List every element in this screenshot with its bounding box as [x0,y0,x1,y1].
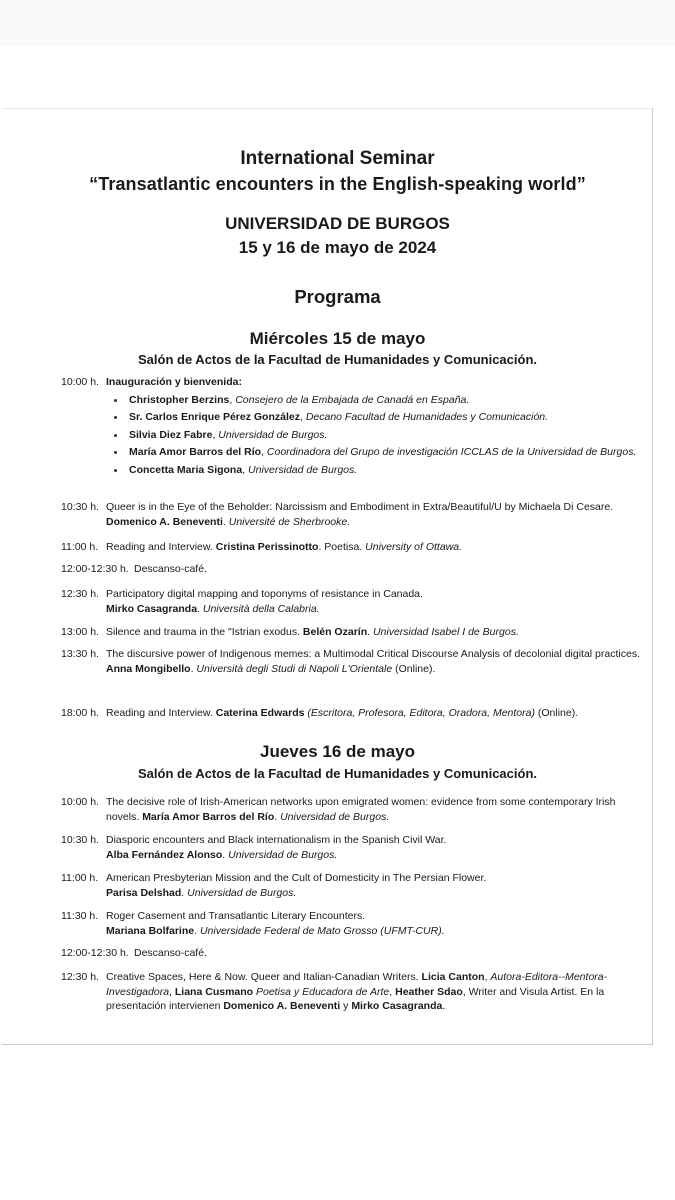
day1-venue: Salón de Actos de la Facultad de Humanidades y Comunicación. [138,352,537,367]
day1-title: Miércoles 15 de mayo [249,329,426,348]
screenshot-top-margin [0,0,675,46]
session-body: Queer is in the Eye of the Beholder: Narcissism and Embodiment in Extra/Beautiful/U by Michaela Di Cesare. Domenico A. Beneventi. Université de Sherbrooke. [106,501,614,528]
session-time: 10:30 h. [61,501,99,513]
session-body: American Presbyterian Mission and the Cult of Domesticity in The Persian Flower. Parisa Delshad. Universidad de Burgos. [106,872,487,899]
session-time: 12:30 h. [61,971,99,983]
session-body: Creative Spaces, Here & Now. Queer and Italian-Canadian Writers. Licia Canton, Autora-Editora--Mentora-Investigadora, Liana Cusmano Poetisa y Educadora de Arte, Heather Sdao, Writer and Visula Artist. En la presentación intervienen Domenico A. Beneventi y Mirko Casagranda. [106,971,608,1012]
session-body: Reading and Interview. Caterina Edwards (Escritora, Profesora, Editora, Oradora, Mentora) (Online). [106,707,579,719]
session-time: 12:30 h. [61,588,99,600]
session-time: 11:00 h. [61,872,99,884]
session-body: The discursive power of Indigenous memes: a Multimodal Critical Discourse Analysis of decolonial digital practices. Anna Mongibello. Università degli Studi di Napoli L'Orientale (Online). [106,648,640,675]
session-body: Participatory digital mapping and toponyms of resistance in Canada. Mirko Casagranda. Università della Calabria. [106,588,423,615]
list-item: Christopher Berzins, Consejero de la Embajada de Canadá en España. [106,393,641,408]
list-item: María Amor Barros del Río, Coordinadora del Grupo de investigación ICCLAS de la Universidad de Burgos. [106,445,641,460]
session-body: Reading and Interview. Cristina Perissinotto. Poetisa. University of Ottawa. [106,541,463,553]
session-body [106,375,641,480]
session-body: The decisive role of Irish-American networks upon emigrated women: evidence from some contemporary Irish novels. María Amor Barros del Río. Universidad de Burgos. [106,796,616,823]
session-time: 18:00 h. [61,707,99,719]
session-time: 12:00-12:30 h. [61,947,129,959]
session-time: 13:00 h. [61,626,99,638]
session-time: 13:30 h. [61,648,99,660]
seminar-title: “Transatlantic encounters in the English-speaking world” [89,174,586,194]
list-item: Concetta Maria Sigona, Universidad de Burgos. [106,463,641,478]
session-time: 11:30 h. [61,910,99,922]
day2-title: Jueves 16 de mayo [260,742,415,761]
session-body: Diasporic encounters and Black internationalism in the Spanish Civil War. Alba Fernández Alonso. Universidad de Burgos. [106,834,447,861]
university-name: UNIVERSIDAD DE BURGOS [225,214,450,233]
session-body: Descanso-café. [134,947,207,959]
event-type: International Seminar [240,148,435,169]
day2-venue: Salón de Actos de la Facultad de Humanidades y Comunicación. [138,766,537,781]
speaker-list [106,393,641,478]
event-dates: 15 y 16 de mayo de 2024 [238,238,437,257]
list-item: Silvia Diez Fabre, Universidad de Burgos. [106,428,641,443]
session-body: Roger Casement and Transatlantic Literary Encounters. Mariana Bolfarine. Universidade Federal de Mato Grosso (UFMT-CUR). [106,910,445,937]
session-title: Inauguración y bienvenida: [106,376,242,388]
session-time: 10:00 h. [61,376,99,388]
session-time: 11:00 h. [61,541,99,553]
session-time: 10:00 h. [61,796,99,808]
session-time: 10:30 h. [61,834,99,846]
session-body: Silence and trauma in the "Istrian exodus. Belén Ozarín. Universidad Isabel I de Burgos. [106,626,519,638]
programme-heading: Programa [294,286,381,307]
session-body: Descanso-café. [134,563,207,575]
list-item: Sr. Carlos Enrique Pérez González, Decano Facultad de Humanidades y Comunicación. [106,410,641,425]
session-time: 12:00-12:30 h. [61,563,129,575]
